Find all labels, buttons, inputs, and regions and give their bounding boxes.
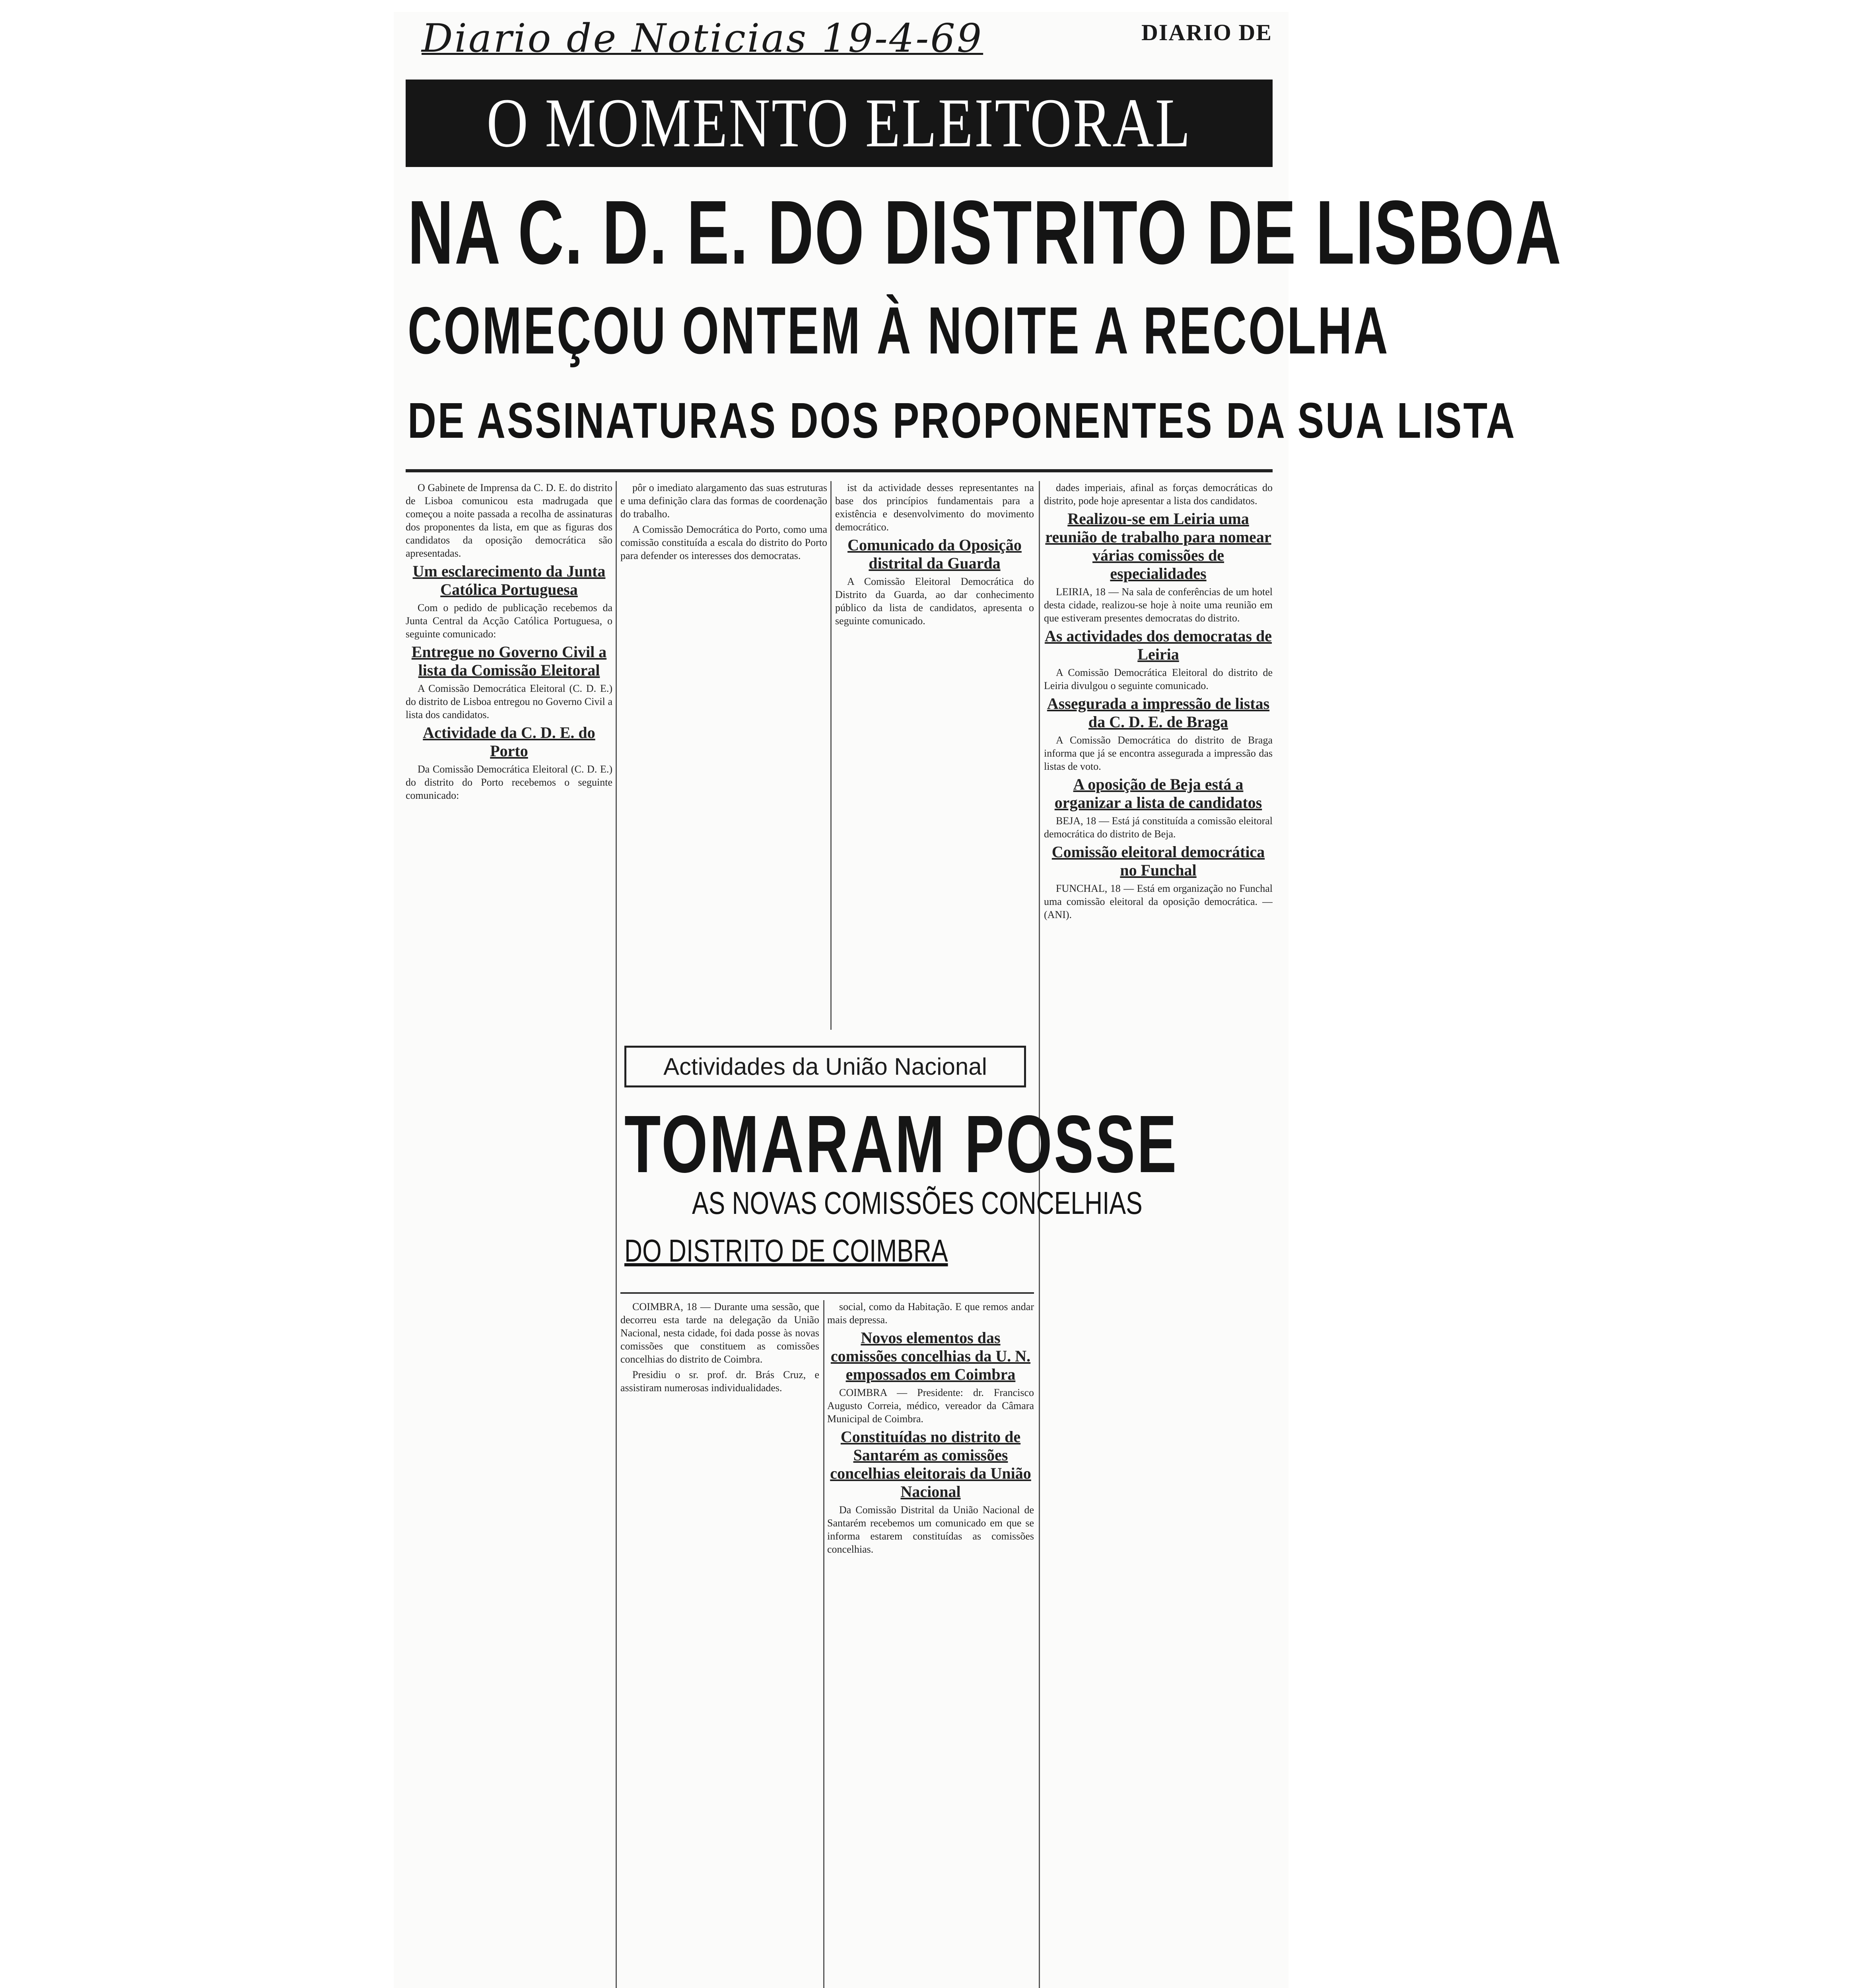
column-paragraph: BEJA, 18 — Está já constituída a comissão eleitoral democrática do distrito de Beja.: [1044, 815, 1273, 840]
column-paragraph: dades imperiais, afinal as forças democráticas do distrito, pode hoje apresentar a lista dos candidatos.: [1044, 482, 1273, 507]
column-divider: [616, 481, 617, 1988]
section-heading: Um esclarecimento da Junta Católica Portuguesa: [412, 562, 606, 598]
headline-main: NA C. D. E. DO DISTRITO DE LISBOA: [408, 182, 1563, 283]
section-heading: Realizou-se em Leiria uma reunião de trabalho para nomear várias comissões de especialidades: [1045, 510, 1271, 582]
section-heading: Actividade da C. D. E. do Porto: [423, 724, 595, 760]
article-column-1: [406, 481, 612, 1988]
column-paragraph: FUNCHAL, 18 — Está em organização no Funchal uma comissão eleitoral da oposição democrática. — (ANI).: [1044, 883, 1273, 920]
column-paragraph: A Comissão Democrática Eleitoral (C. D. E.) do distrito de Lisboa entregou no Governo Civil a lista dos candidatos.: [406, 683, 612, 720]
column-paragraph: COIMBRA — Presidente: dr. Francisco Augusto Correia, médico, vereador da Câmara Municipal de Coimbra.: [827, 1387, 1034, 1425]
masthead: DIARIO DE: [1141, 19, 1272, 45]
section-heading: Comunicado da Oposição distrital da Guarda: [847, 536, 1022, 572]
section-heading: Novos elementos das comissões concelhias da U. N. empossados em Coimbra: [830, 1329, 1031, 1383]
column-paragraph: Da Comissão Democrática Eleitoral (C. D. E.) do distrito do Porto recebemos o seguinte comunicado:: [406, 763, 612, 801]
section-heading: Constituídas no distrito de Santarém as comissões concelhias eleitorais da União Nacional: [830, 1428, 1031, 1501]
article-column-3: [835, 481, 1034, 990]
section-heading: Comissão eleitoral democrática no Funchal: [1051, 843, 1265, 879]
section-heading: Assegurada a impressão de listas da C. D. E. de Braga: [1047, 695, 1270, 731]
column-paragraph: ist da actividade desses representantes na base dos princípios fundamentais para a existência e desenvolvimento do movimento democrático.: [835, 482, 1034, 533]
union-subheadline: AS NOVAS COMISSÕES CONCELHIAS: [692, 1185, 1143, 1221]
column-paragraph: COIMBRA, 18 — Durante uma sessão, que decorreu esta tarde na delegação da União Nacional, nesta cidade, foi dada posse às novas comissões que constituem as comissões concelhias do distrito de Coimbra.: [620, 1301, 819, 1365]
section-heading: A oposição de Beja está a organizar a lista de candidatos: [1054, 775, 1262, 812]
column-paragraph: A Comissão Democrática do Porto, como uma comissão constituída a escala do distrito do Porto para defender os interesses dos democratas.: [620, 524, 827, 561]
column-paragraph: A Comissão Democrática do distrito de Braga informa que já se encontra assegurada a impressão das listas de voto.: [1044, 734, 1273, 772]
column-paragraph: Com o pedido de publicação recebemos da Junta Central da Acção Católica Portuguesa, o seguinte comunicado:: [406, 602, 612, 640]
kicker-text: O MOMENTO ELEITORAL: [486, 84, 1192, 162]
article-column-2: [620, 481, 827, 1030]
column-divider: [823, 1300, 824, 1988]
section-heading: Entregue no Governo Civil a lista da Comissão Eleitoral: [411, 643, 607, 679]
column-paragraph: Presidiu o sr. prof. dr. Brás Cruz, e assistiram numerosas individualidades.: [620, 1369, 819, 1394]
column-divider: [1039, 481, 1040, 1988]
divider-rule: [620, 1292, 1034, 1294]
union-column-a: [620, 1300, 819, 1988]
column-paragraph: A Comissão Democrática Eleitoral do distrito de Leiria divulgou o seguinte comunicado.: [1044, 667, 1273, 691]
column-paragraph: O Gabinete de Imprensa da C. D. E. do distrito de Lisboa comunicou esta madrugada que começou a noite passada a recolha de assinaturas dos proponentes da lista, em que as figuras dos candidatos da oposição democrática são apresentadas.: [406, 482, 612, 559]
column-paragraph: pôr o imediato alargamento das suas estruturas e uma definição clara das formas de coordenação do trabalho.: [620, 482, 827, 520]
column-paragraph: social, como da Habitação. E que remos andar mais depressa.: [827, 1301, 1034, 1326]
handwritten-annotation: Diario de Noticias 19-4-69: [422, 16, 983, 61]
column-paragraph: LEIRIA, 18 — Na sala de conferências de um hotel desta cidade, realizou-se hoje à noite uma reunião em que estiveram presentes democratas do distrito.: [1044, 586, 1273, 624]
union-column-b: [827, 1300, 1034, 1988]
union-subheadline-2: DO DISTRITO DE COIMBRA: [624, 1233, 948, 1268]
column-paragraph: Da Comissão Distrital da União Nacional de Santarém recebemos um comunicado em que se informa estarem constituídas as comissões concelhias.: [827, 1504, 1034, 1555]
headline-secondary: COMEÇOU ONTEM À NOITE A RECOLHA: [408, 293, 1390, 368]
section-heading: As actividades dos democratas de Leiria: [1044, 627, 1272, 663]
article-column-4: [1044, 481, 1273, 1988]
kicker-banner: [406, 80, 1273, 167]
column-divider: [830, 481, 832, 1030]
column-paragraph: A Comissão Eleitoral Democrática do Distrito da Guarda, ao dar conhecimento público da lista de candidatos, apresenta o seguinte comunicado.: [835, 576, 1034, 627]
headline-tertiary: DE ASSINATURAS DOS PROPONENTES DA SUA LISTA: [408, 392, 1516, 448]
union-headline: TOMARAM POSSE: [624, 1099, 1178, 1190]
divider-rule: [406, 469, 1273, 472]
union-section-box: Actividades da União Nacional: [624, 1046, 1026, 1087]
